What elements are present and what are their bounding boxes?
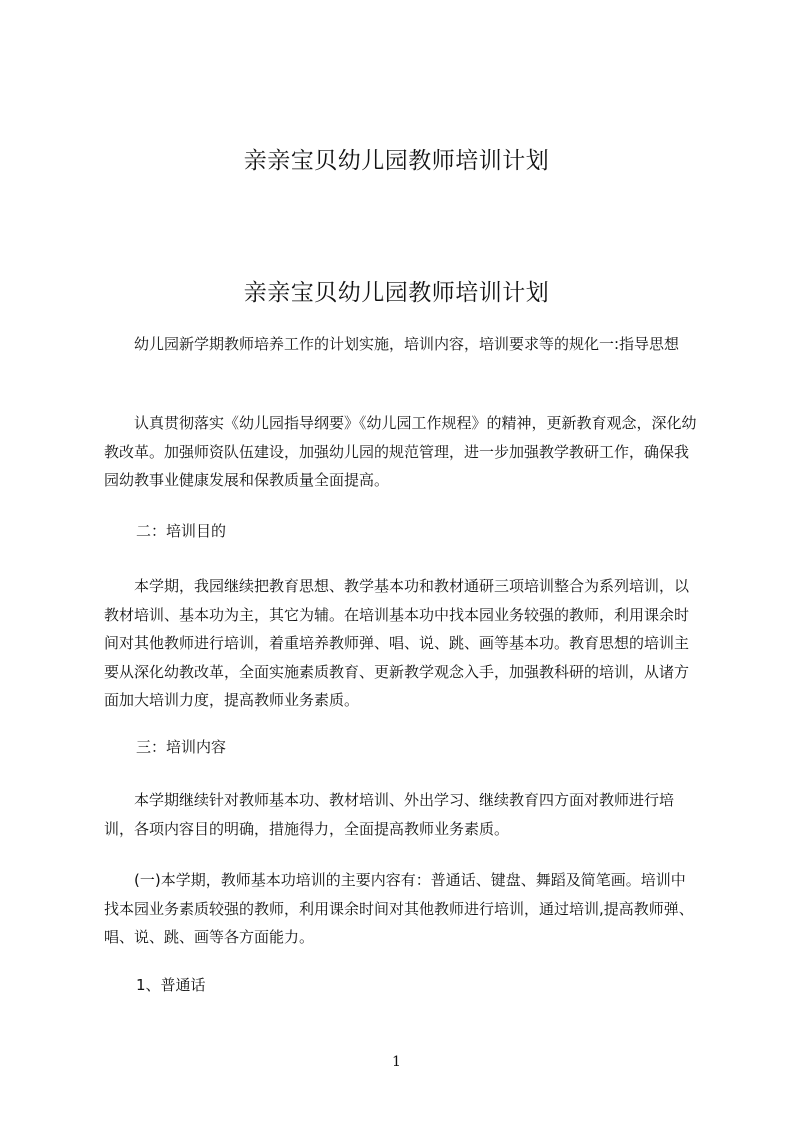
content-paragraph: 本学期继续针对教师基本功、教材培训、外出学习、继续教育四方面对教师进行培训，各项内容目的明确，措施得力，全面提高教师业务素质。 [104, 791, 675, 838]
intro-paragraph: 幼儿园新学期教师培养工作的计划实施，培训内容，培训要求等的规化一:指导思想 [134, 335, 680, 353]
document-subtitle: 亲亲宝贝幼儿园教师培训计划 [243, 280, 550, 306]
document-title: 亲亲宝贝幼儿园教师培训计划 [243, 148, 550, 174]
basic-skills-paragraph: (一)本学期，教师基本功培训的主要内容有：普通话、键盘、舞蹈及简笔画。培训中找本园业务素质较强的教师，利用课余时间对其他教师进行培训，通过培训,提高教师弹、唱、说、跳、画等各方面能力。 [104, 871, 694, 946]
guiding-thought-paragraph: 认真贯彻落实《幼儿园指导纲要》《幼儿园工作规程》的精神，更新教育观念，深化幼教改革。加强师资队伍建设，加强幼儿园的规范管理，进一步加强教学教研工作，确保我园幼教事业健康发展和保教质量全面提高。 [104, 414, 697, 489]
section-heading-goal: 二：培训目的 [136, 522, 227, 540]
page-number: 1 [392, 1054, 401, 1070]
section-heading-content: 三：培训内容 [136, 738, 227, 756]
list-item-mandarin: 1、普通话 [136, 976, 206, 994]
goal-paragraph: 本学期，我园继续把教育思想、教学基本功和教材通研三项培训整合为系列培训，以教材培训、基本功为主，其它为辅。在培训基本功中找本园业务较强的教师，利用课余时间对其他教师进行培训，着重培养教师弹、唱、说、跳、画等基本功。教育思想的培训主要从深化幼教改革，全面实施素质教育、更新教学观念入手，加强教科研的培训，从诸方面加大培训力度，提高教师业务素质。 [104, 577, 690, 709]
